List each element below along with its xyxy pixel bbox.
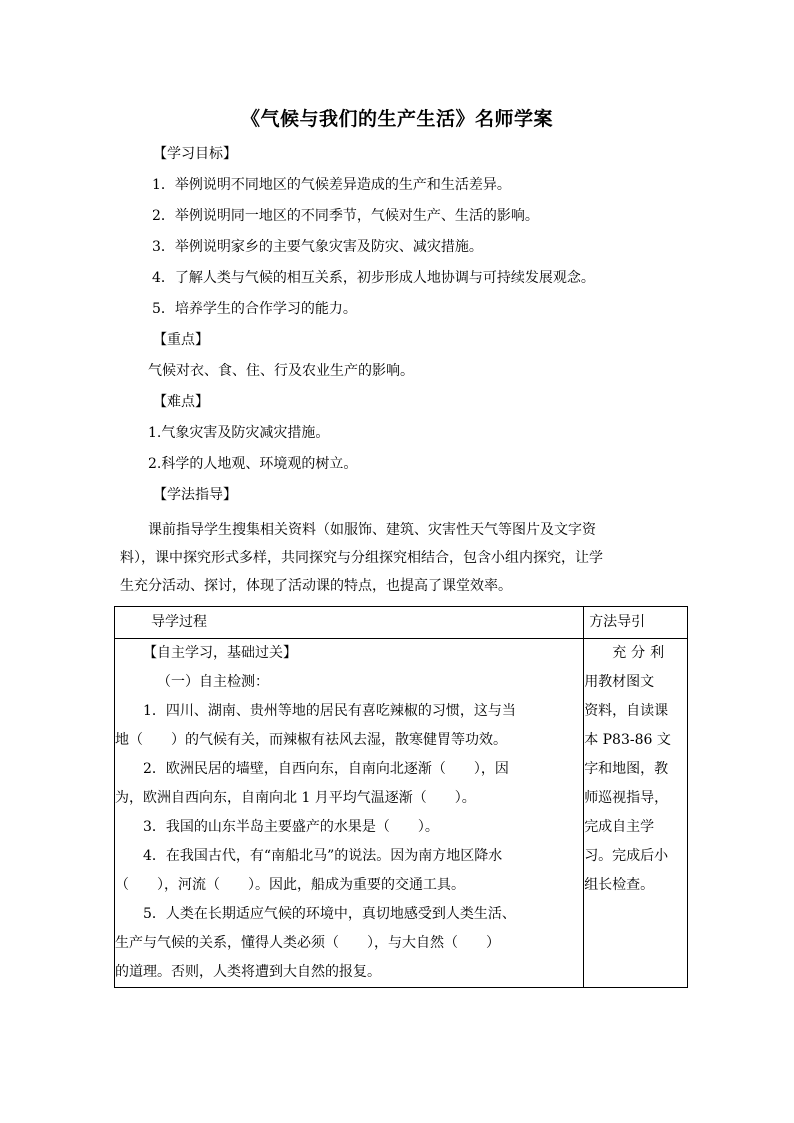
method-line: 本 P83-86 文	[584, 732, 671, 748]
question-line: 为，欧洲自西向东，自南向北 1 月平均气温逐渐（ ）。	[115, 790, 476, 806]
guide-table-body-row	[115, 639, 688, 988]
objective-item: 4．了解人类与气候的相互关系，初步形成人地协调与可持续发展观念。	[152, 270, 595, 286]
method-line: 字和地图，教	[584, 761, 669, 777]
objectives-section	[148, 139, 608, 511]
key-points-heading: 【重点】	[153, 332, 209, 348]
question-line: 5．人类在长期适应气候的环境中，真切地感受到人类生活、	[143, 906, 516, 922]
page-title: 《气候与我们的生产生活》名师学案	[240, 108, 553, 130]
difficulty-item: 2.科学的人地观、环境观的树立。	[148, 456, 358, 472]
question-line: 地（ ）的气候有关，而辣椒有祛风去湿，散寒健胃等功效。	[115, 732, 507, 748]
objective-item: 3．举例说明家乡的主要气象灾害及防灾、减灾措施。	[152, 239, 483, 255]
process-cell	[115, 639, 584, 988]
difficulty-item: 1.气象灾害及防灾减灾措施。	[148, 425, 330, 441]
guide-table	[114, 606, 688, 988]
method-guide-line: 课前指导学生搜集相关资料（如服饰、建筑、灾害性天气等图片及文字资	[148, 522, 596, 538]
question-line: 3．我国的山东半岛主要盛产的水果是（ ）。	[143, 819, 439, 835]
objective-item: 5．培养学生的合作学习的能力。	[152, 301, 357, 317]
question-line: （ ），河流（ ）。因此，船成为重要的交通工具。	[115, 877, 465, 893]
question-line: 1．四川、湖南、贵州等地的居民有喜吃辣椒的习惯，这与当	[143, 703, 516, 719]
objectives-heading: 【学习目标】	[153, 146, 237, 162]
objective-item: 1．举例说明不同地区的气候差异造成的生产和生活差异。	[152, 177, 511, 193]
method-line: 师巡视指导，	[584, 790, 669, 806]
objective-item: 2．举例说明同一地区的不同季节，气候对生产、生活的影响。	[152, 208, 539, 224]
question-line: 生产与气候的关系，懂得人类必须（ ），与大自然（ ）	[115, 935, 500, 951]
method-column-header: 方法导引	[584, 607, 688, 639]
method-line: 充分利	[612, 645, 670, 661]
method-guide-line: 生充分活动、探讨，体现了活动课的特点，也提高了课堂效率。	[120, 578, 512, 594]
self-study-title: 【自主学习，基础过关】	[143, 645, 297, 661]
method-cell	[584, 639, 688, 988]
method-line: 用教材图文	[584, 674, 655, 690]
method-guide-paragraph	[120, 516, 603, 600]
question-line: 的道理。否则，人类将遭到大自然的报复。	[115, 964, 381, 980]
method-line: 完成自主学	[584, 819, 655, 835]
difficulties-heading: 【难点】	[153, 394, 209, 410]
key-points-text: 气候对衣、食、住、行及农业生产的影响。	[148, 363, 414, 379]
process-column-header: 导学过程	[115, 607, 584, 639]
guide-table-header-row	[115, 607, 688, 639]
self-check-title: （一）自主检测：	[157, 674, 269, 690]
method-line: 资料，自读课	[584, 703, 669, 719]
method-line: 组长检查。	[584, 877, 655, 893]
method-line: 习。完成后小	[584, 848, 669, 864]
question-line: 2．欧洲民居的墙壁，自西向东，自南向北逐渐（ ），因	[143, 761, 509, 777]
method-guide-heading: 【学法指导】	[153, 487, 237, 503]
method-guide-line: 料），课中探究形式多样，共同探究与分组探究相结合，包含小组内探究，让学	[120, 550, 603, 566]
question-line: 4．在我国古代，有“南船北马”的说法。因为南方地区降水	[143, 848, 503, 864]
